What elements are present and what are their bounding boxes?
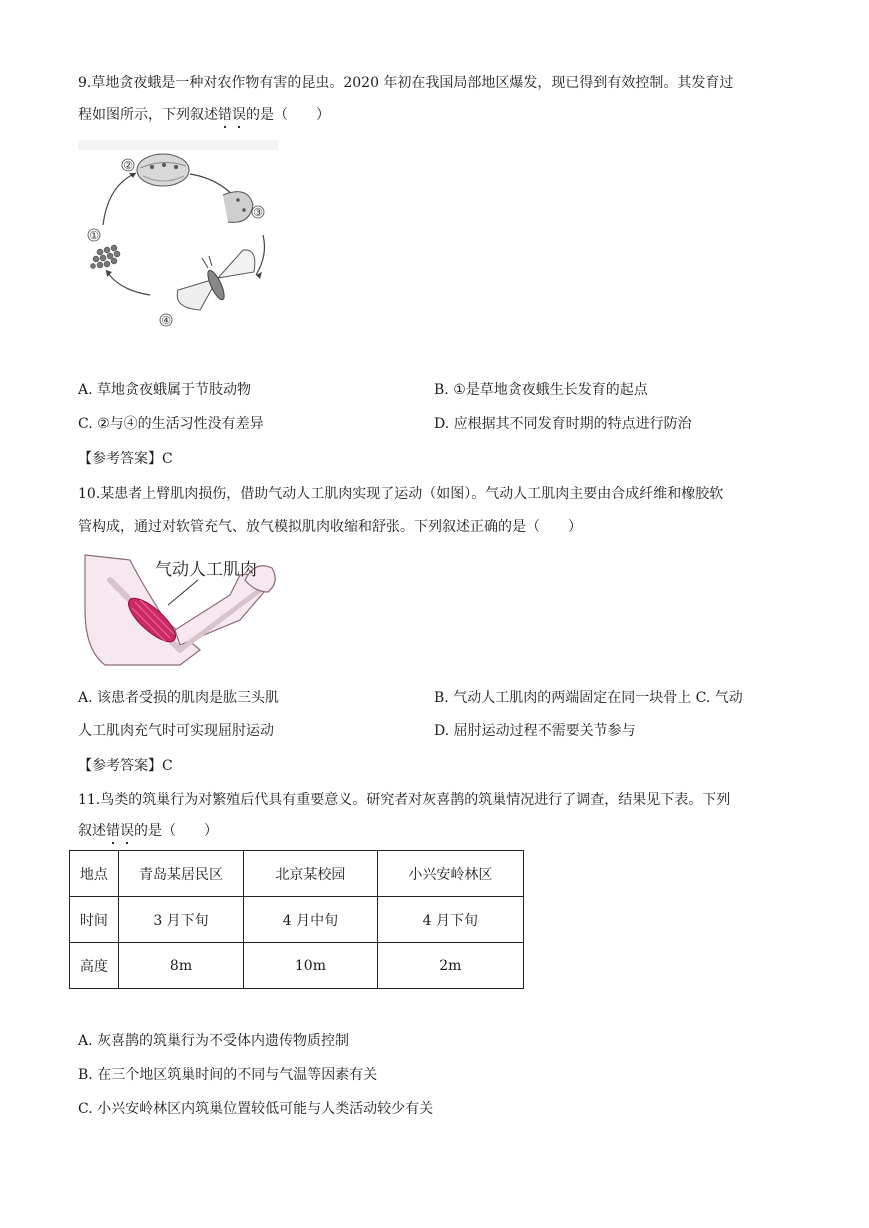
q9-option-c: C. ②与④的生活习性没有差异 — [78, 416, 264, 432]
q10-option-d: D. 屈肘运动过程不需要关节参与 — [434, 723, 636, 739]
q9-stem-line1: 9.草地贪夜蛾是一种对农作物有害的昆虫。2020 年初在我国局部地区爆发，现已得到有效控制。其发育过 — [78, 75, 734, 91]
arrow-3-4 — [256, 235, 264, 275]
q11-stem-line2 — [78, 821, 218, 841]
q11-stem-line1: 11.鸟类的筑巢行为对繁殖后代具有重要意义。研究者对灰喜鹊的筑巢情况进行了调查，结果见下表。下列 — [78, 792, 731, 808]
adult-moth — [177, 250, 255, 310]
table-cell: 北京某校园 — [244, 851, 377, 897]
stage-label-1: ① — [89, 229, 99, 242]
table-cell: 8m — [118, 943, 243, 989]
table-row — [70, 851, 524, 897]
table-cell: 高度 — [70, 943, 119, 989]
stage-label-2: ② — [123, 159, 133, 172]
q11-option-a: A. 灰喜鹊的筑巢行为不受体内遗传物质控制 — [78, 1033, 350, 1049]
arrow-1-2 — [103, 173, 136, 225]
q10-stem-line2: 管构成，通过对软管充气、放气模拟肌肉收缩和舒张。下列叙述正确的是（ ） — [78, 519, 582, 535]
q9-option-b: B. ①是草地贪夜蛾生长发育的起点 — [434, 382, 648, 398]
q10-answer: 【参考答案】C — [78, 758, 173, 774]
moth-lifecycle-figure — [78, 140, 278, 330]
label-pointer — [168, 580, 198, 605]
table-row — [70, 943, 524, 989]
artificial-muscle-figure — [80, 550, 280, 670]
q9-stem-line2 — [78, 105, 330, 125]
nesting-survey-table — [69, 850, 524, 989]
egg-cluster — [91, 245, 121, 269]
table-cell: 地点 — [70, 851, 119, 897]
table-cell: 4 月中旬 — [244, 897, 377, 943]
q10-stem-line1: 10.某患者上臂肌肉损伤，借助气动人工肌肉实现了运动（如图）。气动人工肌肉主要由合成纤维和橡胶软 — [78, 486, 724, 502]
table-row — [70, 897, 524, 943]
q10-option-c: 人工肌肉充气时可实现屈肘运动 — [78, 723, 274, 739]
q10-option-a: A. 该患者受损的肌肉是肱三头肌 — [78, 690, 280, 706]
q11-option-c: C. 小兴安岭林区内筑巢位置较低可能与人类活动较少有关 — [78, 1101, 434, 1117]
q9-option-d: D. 应根据其不同发育时期的特点进行防治 — [434, 416, 692, 432]
table-cell: 4 月下旬 — [377, 897, 523, 943]
stage-label-3: ③ — [253, 206, 263, 219]
q11-option-b: B. 在三个地区筑巢时间的不同与气温等因素有关 — [78, 1067, 378, 1083]
q10-option-b: B. 气动人工肌肉的两端固定在同一块骨上 C. 气动 — [434, 690, 743, 706]
q9-option-a: A. 草地贪夜蛾属于节肢动物 — [78, 382, 252, 398]
artificial-muscle-label: 气动人工肌肉 — [155, 560, 257, 580]
table-cell: 时间 — [70, 897, 119, 943]
table-cell: 3 月下旬 — [118, 897, 243, 943]
stage-label-4: ④ — [161, 314, 171, 327]
table-cell: 2m — [377, 943, 523, 989]
larva-curled — [223, 192, 253, 223]
q9-answer: 【参考答案】C — [78, 451, 173, 467]
q9-emphasis: 错误 — [218, 107, 246, 123]
table-cell: 小兴安岭林区 — [377, 851, 523, 897]
larva-large — [137, 154, 189, 186]
q9-stem-text: 程如图所示，下列叙述 — [78, 107, 218, 123]
q11-stem-end: 的是（ ） — [134, 823, 218, 839]
q9-stem-end: 的是（ ） — [246, 107, 330, 123]
table-cell: 10m — [244, 943, 377, 989]
q11-stem-text: 叙述 — [78, 823, 106, 839]
arrow-4-1 — [106, 270, 150, 295]
q11-emphasis: 错误 — [106, 823, 134, 839]
table-cell: 青岛某居民区 — [118, 851, 243, 897]
